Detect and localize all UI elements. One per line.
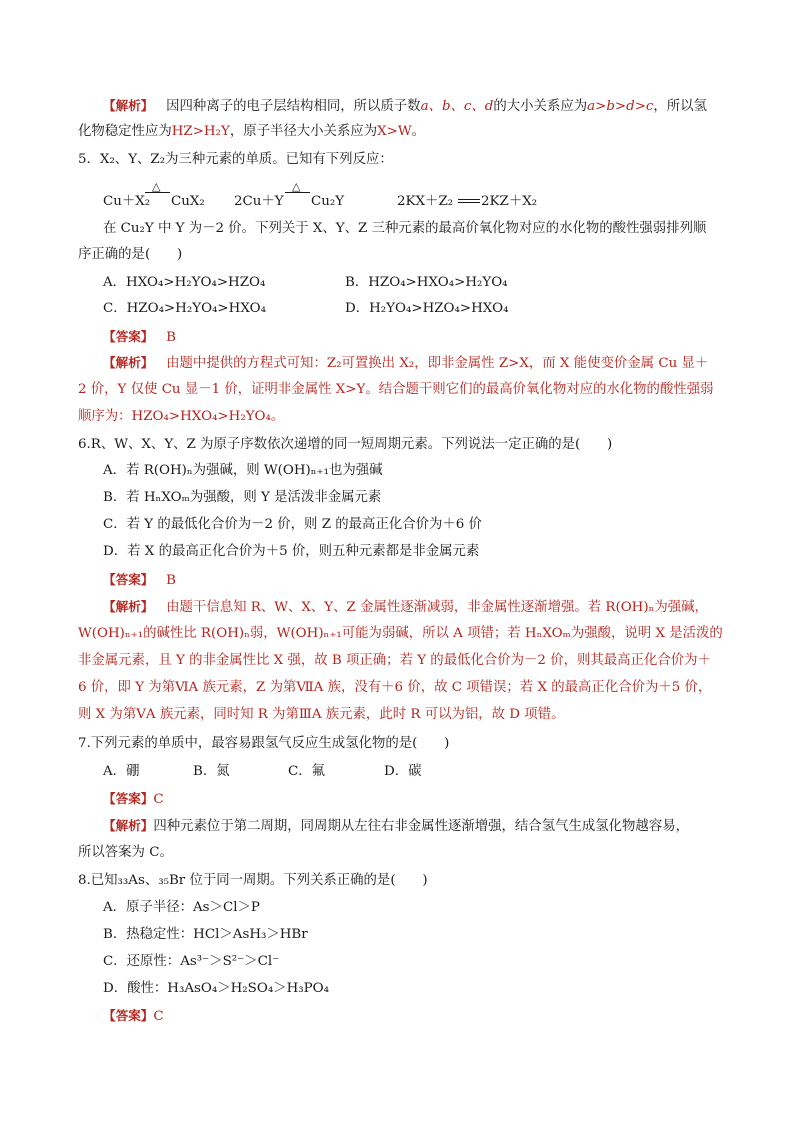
q5-eq1-left: Cu＋X₂	[103, 194, 151, 209]
analysis-label: 【解析】	[103, 98, 154, 113]
reaction-arrow	[145, 192, 170, 193]
q5-eq3-left: 2KX＋Z₂	[397, 194, 454, 209]
q5-analysis-line-2: 2 价，Y 仅使 Cu 显－1 价，证明非金属性 X>Y。结合题干则它们的最高价氧化物对应的水化物的酸性强弱	[78, 382, 714, 397]
answer-label: 【答案】	[103, 791, 154, 806]
q7-analysis-line-2: 所以答案为 C。	[78, 845, 173, 860]
q7-option-d: D．碳	[384, 764, 422, 779]
q4-variables: a、b、c、d	[420, 99, 494, 114]
q5-option-d: D．H₂YO₄>HZO₄>HXO₄	[345, 301, 509, 316]
q4-analysis-text-b: 的大小关系应为	[493, 99, 588, 114]
q6-analysis-line-3: 非金属元素，且 Y 的非金属性比 X 强，故 B 项正确；若 Y 的最低化合价为－2 价，则其最高正化合价为＋	[78, 653, 711, 668]
q6-answer-line	[103, 571, 176, 590]
q5-analysis-line-3: 顺序为：HZO₄>HXO₄>H₂YO₄。	[78, 409, 285, 424]
q6-option-a: A．若 R(OH)ₙ为强碱，则 W(OH)ₙ₊₁也为强碱	[103, 463, 383, 478]
q5-option-b: B．HZO₄>HXO₄>H₂YO₄	[345, 275, 508, 290]
q8-option-d: D．酸性：H₃AsO₄＞H₂SO₄＞H₃PO₄	[103, 981, 329, 996]
answer-label: 【答案】	[103, 572, 154, 587]
q5-option-c: C．HZO₄>H₂YO₄>HXO₄	[103, 301, 266, 316]
q4-analysis-line-1	[103, 97, 707, 116]
q5-eq3-right: 2KZ＋X₂	[481, 194, 538, 209]
q6-analysis-line-4: 6 价，即 Y 为第ⅥA 族元素，Z 为第ⅦA 族，没有＋6 价，故 C 项错误；若 X 的最高正化合价为＋5 价，	[78, 680, 712, 695]
q5-eq2-left: 2Cu＋Y	[234, 194, 284, 209]
q5-stem-line-2: 在 Cu₂Y 中 Y 为－2 价。下列关于 X、Y、Z 三种元素的最高价氧化物对应的水化物的酸性强弱排列顺	[103, 221, 707, 236]
q8-answer: C	[153, 1009, 164, 1024]
q7-option-c: C．氟	[288, 764, 326, 779]
q6-analysis-line-5: 则 X 为第ⅤA 族元素，同时知 R 为第ⅢA 族元素，此时 R 可以为铝，故 D 项错。	[78, 707, 565, 722]
q5-answer: B	[166, 330, 176, 345]
analysis-label: 【解析】	[103, 818, 154, 833]
answer-label: 【答案】	[103, 1008, 154, 1023]
q7-answer-line	[103, 790, 164, 809]
q6-analysis-line-1	[103, 598, 708, 617]
heat-symbol: △	[152, 180, 161, 193]
q7-option-b: B．氮	[193, 764, 230, 779]
q4-order: a>b>d>c	[587, 99, 654, 114]
q4-stability: HZ>H₂Y	[171, 124, 230, 139]
q7-analysis-line-1	[103, 817, 689, 836]
q6-analysis-text: 由题干信息知 R、W、X、Y、Z 金属性逐渐减弱，非金属性逐渐增强。若 R(OH)ₙ为强碱，	[166, 600, 708, 615]
q4-radius: X>W	[377, 124, 412, 139]
q8-option-c: C．还原性：As³⁻＞S²⁻＞Cl⁻	[103, 954, 280, 969]
q8-stem: 8.已知₃₃As、₃₅Br 位于同一周期。下列关系正确的是( )	[78, 873, 428, 888]
q4-analysis-text-c: ，所以氢	[653, 99, 707, 114]
q7-stem: 7.下列元素的单质中，最容易跟氢气反应生成氢化物的是( )	[78, 736, 450, 751]
q4-analysis-text: 因四种离子的电子层结构相同，所以质子数	[166, 99, 421, 114]
q6-analysis-line-2: W(OH)ₙ₊₁的碱性比 R(OH)ₙ弱，W(OH)ₙ₊₁可能为弱碱，所以 A 项错；若 HₙXOₘ为强酸，说明 X 是活泼的	[78, 626, 723, 641]
q6-option-d: D．若 X 的最高正化合价为＋5 价，则五种元素都是非金属元素	[103, 544, 480, 559]
analysis-label: 【解析】	[103, 355, 154, 370]
q7-answer: C	[153, 792, 164, 807]
q8-answer-line	[103, 1007, 164, 1026]
q6-option-c: C．若 Y 的最低化合价为－2 价，则 Z 的最高正化合价为＋6 价	[103, 517, 482, 532]
q6-stem: 6.R、W、X、Y、Z 为原子序数依次递增的同一短周期元素。下列说法一定正确的是( )	[78, 437, 613, 452]
q5-analysis-line-1	[103, 354, 708, 373]
q7-option-a: A．硼	[103, 764, 140, 779]
heat-symbol: △	[292, 180, 301, 193]
q5-eq1-right: CuX₂	[171, 194, 205, 209]
q4-analysis-line-2	[78, 123, 425, 141]
q4-line2-text-b: ，原子半径大小关系应为	[229, 124, 378, 139]
q5-eq2-right: Cu₂Y	[311, 194, 345, 209]
q6-answer: B	[166, 573, 176, 588]
q5-option-a: A．HXO₄>H₂YO₄>HZO₄	[103, 275, 266, 290]
q8-option-a: A．原子半径：As＞Cl＞P	[103, 900, 260, 915]
q4-line2-text-c: 。	[411, 124, 426, 139]
q8-option-b: B．热稳定性：HCl＞AsH₃＞HBr	[103, 927, 308, 942]
reaction-arrow	[285, 192, 310, 193]
q5-answer-line	[103, 328, 176, 347]
answer-label: 【答案】	[103, 329, 154, 344]
q4-line2-text: 化物稳定性应为	[78, 124, 172, 139]
analysis-label: 【解析】	[103, 599, 154, 614]
q7-analysis-text: 四种元素位于第二周期，同周期从左往右非金属性逐渐增强，结合氢气生成氢化物越容易，	[153, 819, 689, 834]
q5-stem: 5．X₂、Y、Z₂为三种元素的单质。已知有下列反应：	[78, 152, 393, 167]
q6-option-b: B．若 HₙXOₘ为强酸，则 Y 是活泼非金属元素	[103, 490, 382, 505]
equals-sign	[458, 199, 480, 203]
q5-analysis-text: 由题中提供的方程式可知：Z₂可置换出 X₂，即非金属性 Z>X，而 X 能使变价金属 Cu 显＋	[166, 356, 709, 371]
q5-stem-line-3: 序正确的是( )	[78, 247, 183, 262]
